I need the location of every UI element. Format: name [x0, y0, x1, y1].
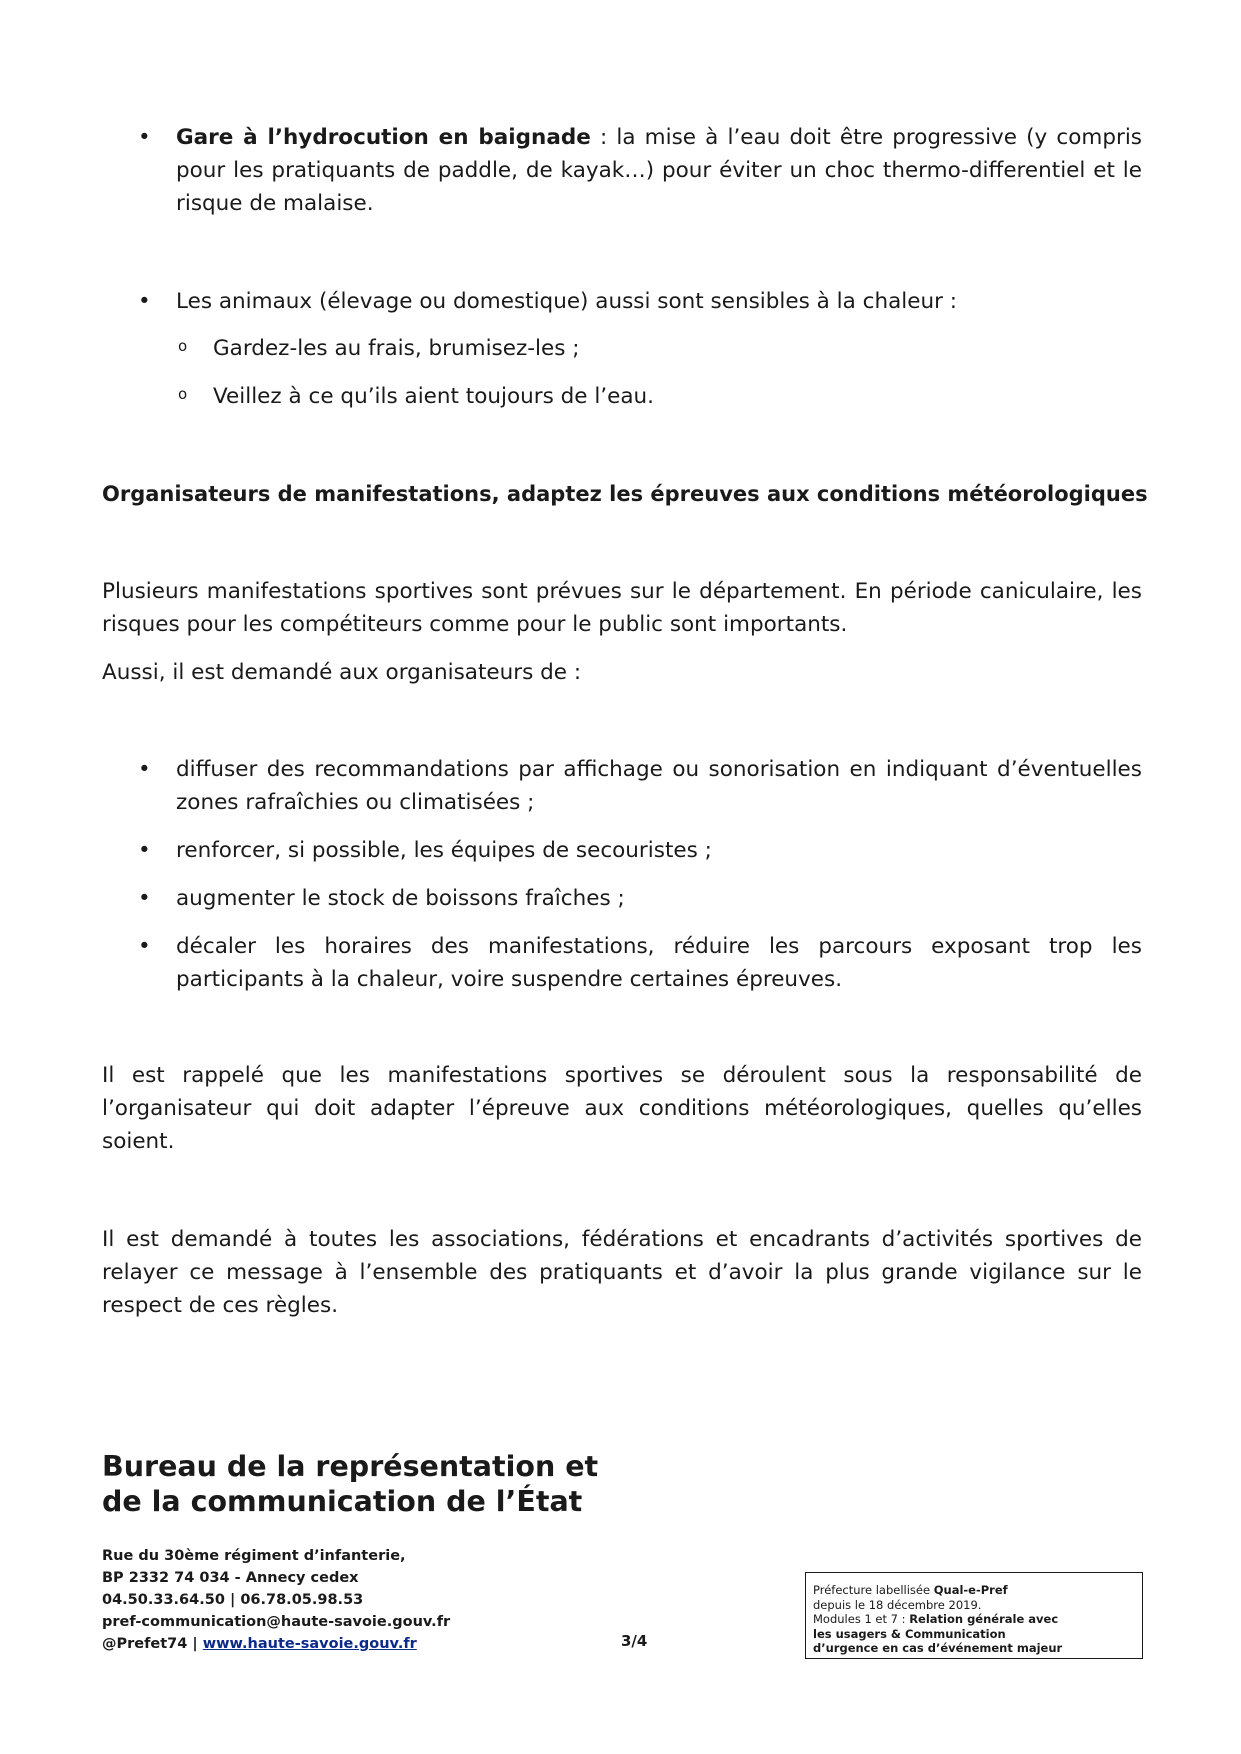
paragraph-responsabilite: Il est rappelé que les manifestations sportives se déroulent sous la responsabilité de l’organisateur qui doit adapter l’épreuve aux conditions météorologiques, quelles qu’elles soient.	[102, 1063, 1142, 1154]
label-line1-text: Préfecture labellisée	[813, 1583, 934, 1597]
label-line5-bold: d’urgence en cas d’événement majeur	[813, 1641, 1063, 1655]
section-heading: Organisateurs de manifestations, adaptez les épreuves aux conditions météorologiques	[102, 482, 1148, 506]
paragraph-manifestations: Plusieurs manifestations sportives sont prévues sur le département. En période caniculaire, les risques pour les compétiteurs comme pour le public sont importants.	[102, 579, 1142, 637]
label-line5	[813, 1641, 1135, 1656]
label-line1	[813, 1583, 1135, 1598]
organizer-bullet-diffuser: • diffuser des recommandations par affichage ou sonorisation en indiquant d’éventuelles zones rafraîchies ou climatisées ;	[102, 753, 1142, 819]
label-line1-bold: Qual-e-Pref	[933, 1583, 1008, 1597]
label-line4	[813, 1627, 1135, 1642]
page-number: 3/4	[621, 1632, 648, 1650]
sub-item-eau: o Veillez à ce qu’ils aient toujours de l’eau.	[176, 380, 1076, 413]
hydrocution-bold: Gare à l’hydrocution en baignade	[176, 125, 591, 150]
address-line1: Rue du 30ème régiment d’infanterie,	[102, 1548, 406, 1564]
hydrocution-text: : la mise à l’eau doit être progressive (y compris pour les pratiquants de paddle, de kayak…) pour éviter un choc thermo-differentiel et le risque de malaise.	[176, 125, 1142, 216]
label-line2: depuis le 18 décembre 2019.	[813, 1597, 982, 1612]
sub-item-frais: o Gardez-les au frais, brumisez-les ;	[176, 332, 1076, 365]
label-line4-bold: les usagers & Communication	[813, 1626, 1006, 1641]
organizer-bullet-decaler: • décaler les horaires des manifestations, réduire les parcours exposant trop les participants à la chaleur, voire suspendre certaines épreuves.	[102, 930, 1142, 996]
qualepref-label-box	[805, 1572, 1143, 1659]
address-line2: BP 2332 74 034 - Annecy cedex	[102, 1570, 359, 1586]
label-line3-bold: Relation générale avec	[909, 1612, 1059, 1626]
website-link[interactable]: www.haute-savoie.gouv.fr	[202, 1636, 417, 1652]
organizer-bullet-augmenter: • augmenter le stock de boissons fraîches ;	[102, 882, 1142, 915]
organizer-bullet-list	[102, 753, 1142, 996]
bureau-title	[102, 1449, 598, 1519]
social-line	[102, 1633, 450, 1655]
phone-numbers: 04.50.33.64.50 | 06.78.05.98.53	[102, 1592, 364, 1608]
animals-bullet-list	[102, 285, 1142, 318]
label-line3-text: Modules 1 et 7 :	[813, 1612, 910, 1626]
bullet-animaux: • Les animaux (élevage ou domestique) aussi sont sensibles à la chaleur :	[102, 285, 1142, 318]
organizer-bullet-renforcer: • renforcer, si possible, les équipes de secouristes ;	[102, 834, 1142, 867]
paragraph-associations: Il est demandé à toutes les associations, fédérations et encadrants d’activités sportives de relayer ce message à l’ensemble des pratiquants et d’avoir la plus grande vigilance sur le respect de ces règles.	[102, 1227, 1142, 1318]
paragraph-aussi: Aussi, il est demandé aux organisateurs de :	[102, 660, 582, 685]
twitter-handle: @Prefet74 |	[102, 1636, 203, 1652]
animals-sub-list	[176, 332, 1076, 413]
bureau-title-line2: de la communication de l’État	[102, 1485, 583, 1518]
label-line3	[813, 1612, 1135, 1627]
bureau-title-line1: Bureau de la représentation et	[102, 1450, 599, 1483]
email-address: pref-communication@haute-savoie.gouv.fr	[102, 1614, 451, 1630]
bullet-hydrocution	[102, 121, 1142, 220]
swimming-bullet-list	[102, 121, 1142, 220]
contact-block	[102, 1545, 450, 1655]
